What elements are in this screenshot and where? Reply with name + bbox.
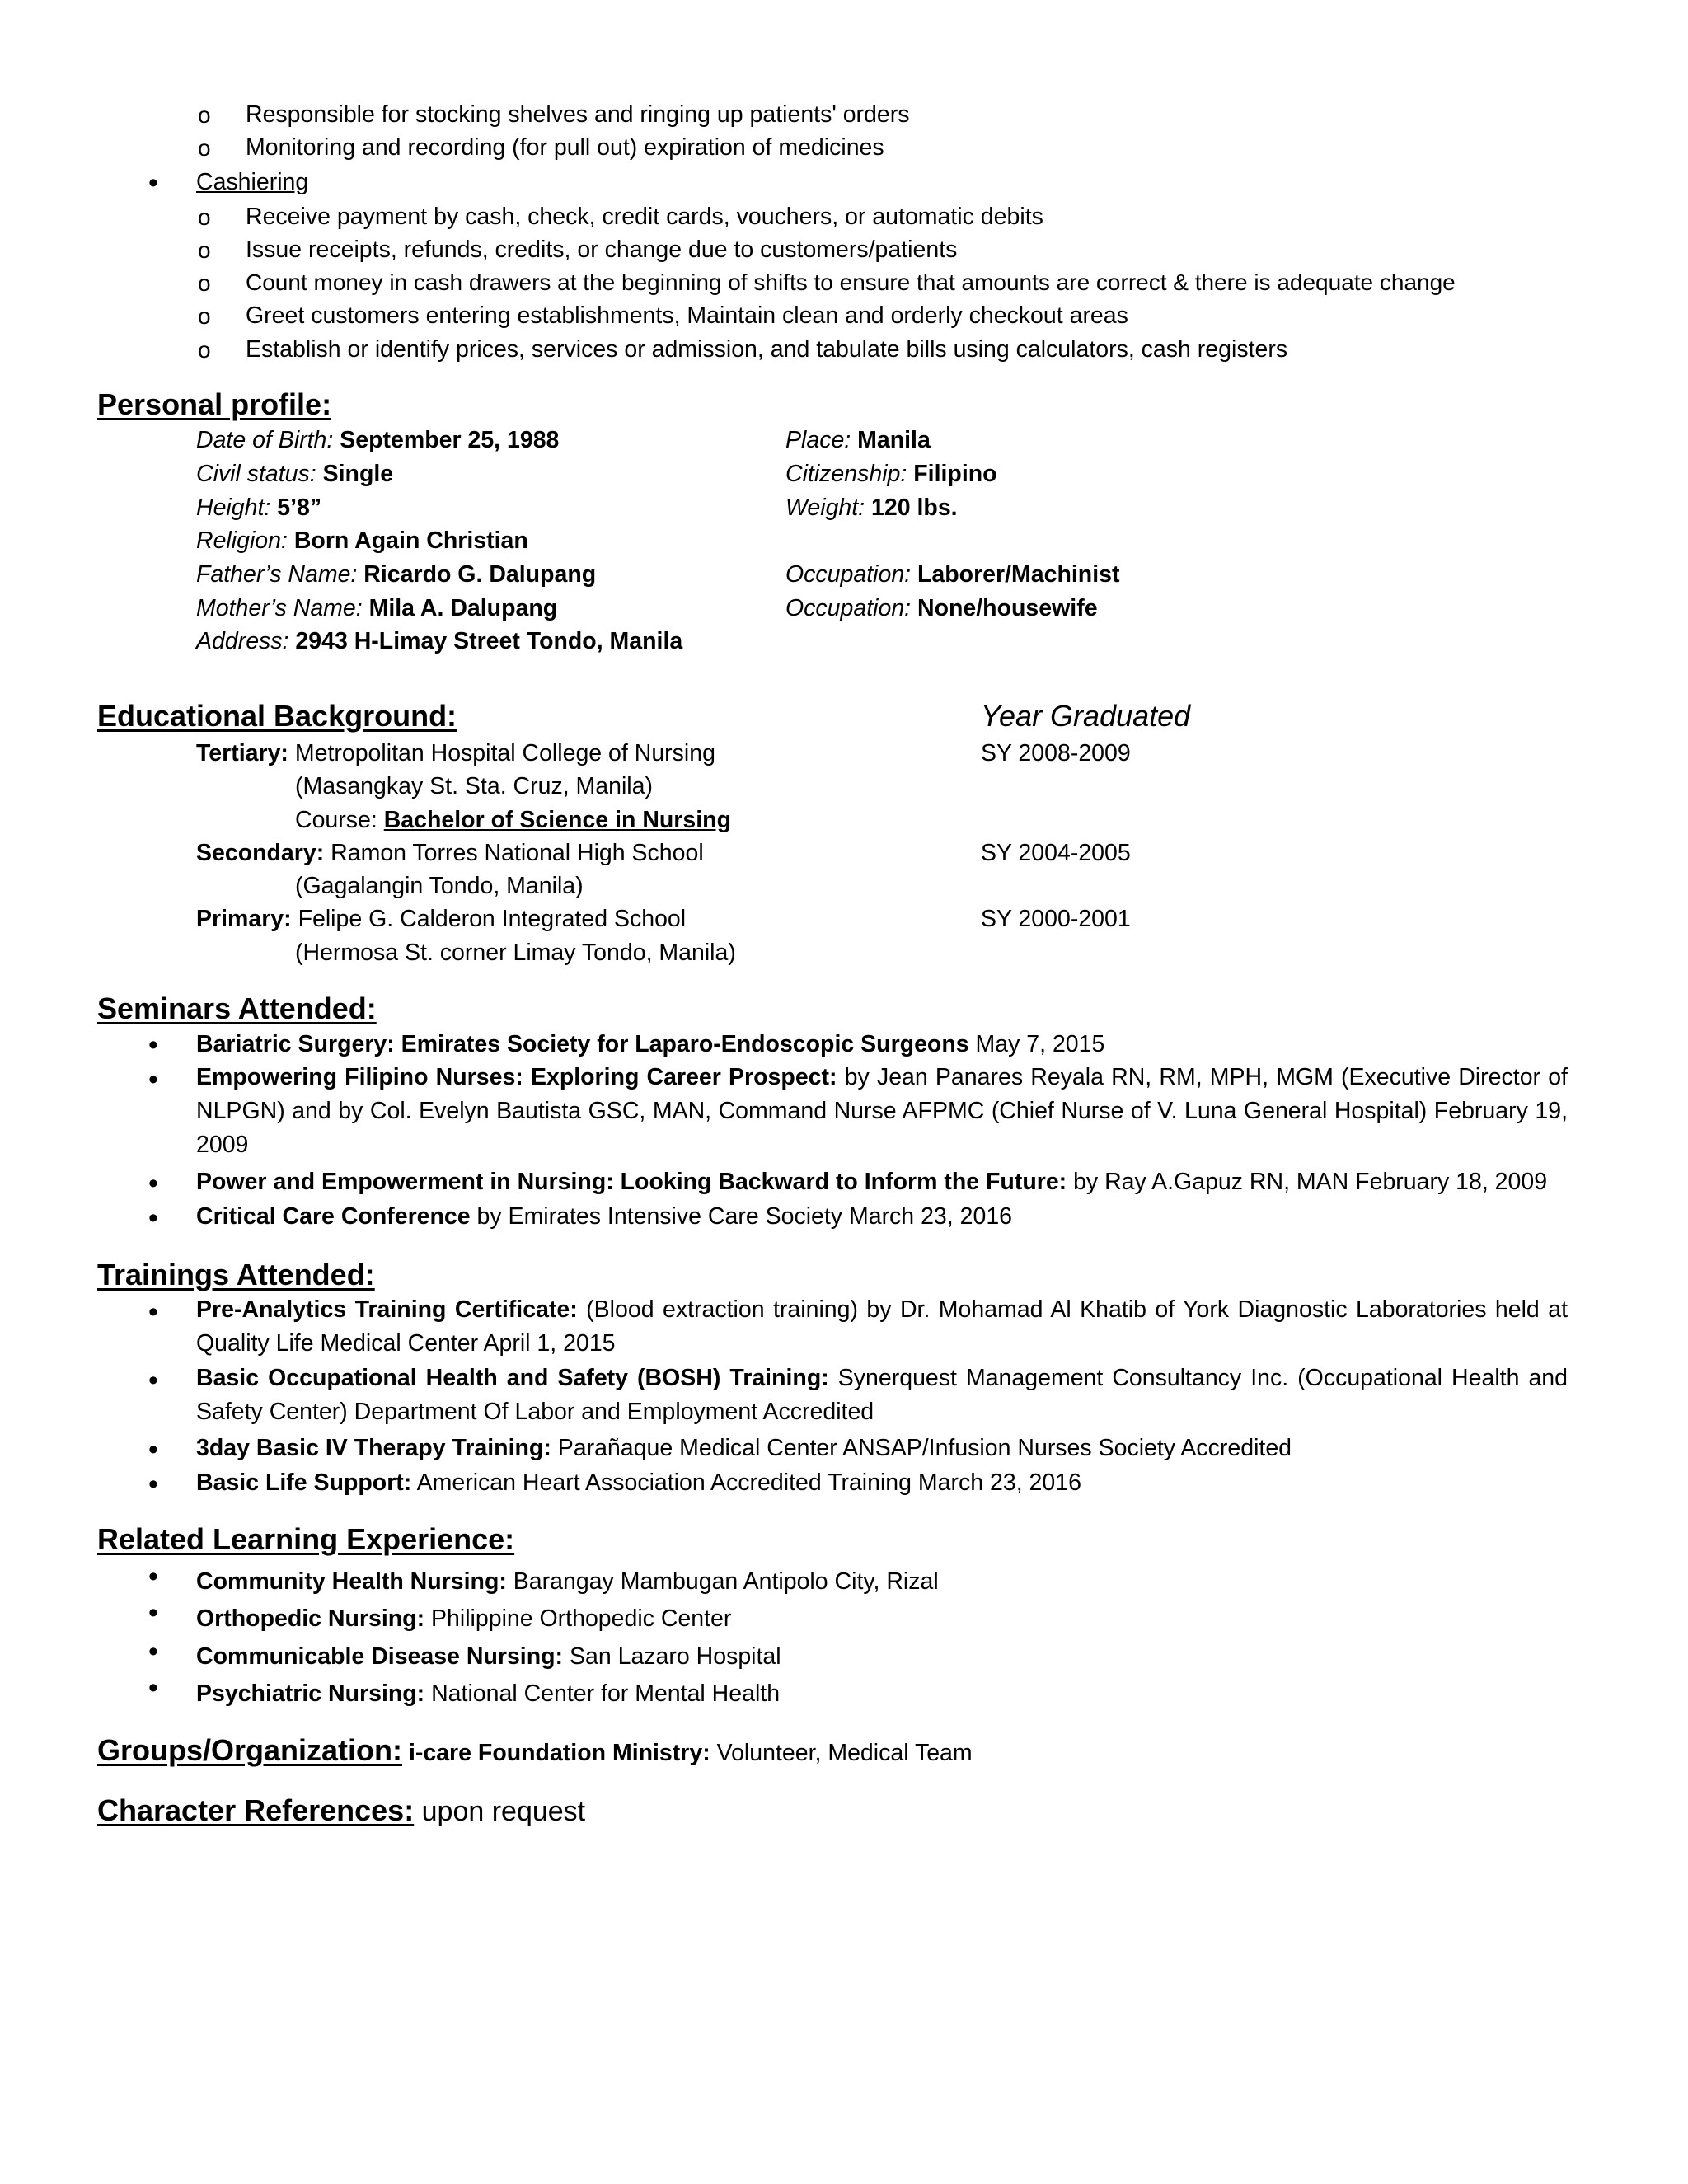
sub-bullet: o xyxy=(198,204,211,230)
bullet: • xyxy=(148,1365,158,1396)
training-item: Basic Occupational Health and Safety (BOSH) Training: Synerquest Management Consultancy Inc. (Occupational Health and Safety Center) Department Of Labor and Employment Accredited xyxy=(196,1365,1568,1425)
sub-bullet: o xyxy=(198,135,211,161)
bullet: • xyxy=(148,167,158,199)
section-heading-personal: Personal profile: xyxy=(97,387,332,421)
section-heading-seminars: Seminars Attended: xyxy=(97,991,377,1025)
bullet: • xyxy=(148,1029,158,1061)
list-item: Greet customers entering establishments, Maintain clean and orderly checkout areas xyxy=(246,302,1128,329)
section-heading-trainings: Trainings Attended: xyxy=(97,1258,375,1291)
sub-bullet: o xyxy=(198,102,211,128)
bullet: • xyxy=(148,1296,158,1328)
section-heading-groups: Groups/Organization: xyxy=(97,1733,403,1767)
bullet: • xyxy=(148,1561,158,1592)
profile-civil-status: Civil status: Single xyxy=(196,461,394,487)
profile-address: Address: 2943 H-Limay Street Tondo, Manila xyxy=(196,628,683,654)
bullet: • xyxy=(148,1597,158,1629)
profile-citizenship: Citizenship: Filipino xyxy=(785,461,997,487)
sub-bullet: o xyxy=(198,270,211,296)
references-line: Character References: upon request xyxy=(97,1793,586,1827)
list-item: Receive payment by cash, check, credit cards, vouchers, or automatic debits xyxy=(246,204,1043,230)
learning-item: Orthopedic Nursing: Philippine Orthopedic Center xyxy=(196,1605,732,1632)
bullet: • xyxy=(148,1636,158,1667)
groups-line: Groups/Organization: i-care Foundation Ministry: Volunteer, Medical Team xyxy=(97,1733,973,1767)
seminar-item: Critical Care Conference by Emirates Intensive Care Society March 23, 2016 xyxy=(196,1203,1013,1230)
edu-secondary: Secondary: Ramon Torres National High School xyxy=(196,840,704,866)
sub-bullet: o xyxy=(198,303,211,329)
edu-course: Course: Bachelor of Science in Nursing xyxy=(295,807,731,833)
training-item: Basic Life Support: American Heart Association Accredited Training March 23, 2016 xyxy=(196,1469,1081,1496)
learning-item: Communicable Disease Nursing: San Lazaro Hospital xyxy=(196,1643,781,1670)
edu-tertiary-year: SY 2008-2009 xyxy=(981,740,1131,766)
bullet: • xyxy=(148,1469,158,1500)
profile-father-occupation: Occupation: Laborer/Machinist xyxy=(785,561,1120,588)
bullet: • xyxy=(148,1434,158,1465)
training-item: Pre-Analytics Training Certificate: (Blood extraction training) by Dr. Mohamad Al Khatib of York Diagnostic Laboratories held at Quality Life Medical Center April 1, 2015 xyxy=(196,1296,1568,1357)
learning-item: Community Health Nursing: Barangay Mambugan Antipolo City, Rizal xyxy=(196,1568,939,1595)
profile-father: Father’s Name: Ricardo G. Dalupang xyxy=(196,561,597,588)
edu-secondary-year: SY 2004-2005 xyxy=(981,840,1131,866)
seminar-item: Bariatric Surgery: Emirates Society for Laparo-Endoscopic Surgeons May 7, 2015 xyxy=(196,1031,1105,1057)
edu-primary-year: SY 2000-2001 xyxy=(981,906,1131,932)
bullet: • xyxy=(148,1168,158,1199)
sub-bullet: o xyxy=(198,237,211,263)
section-heading-learning: Related Learning Experience: xyxy=(97,1522,515,1556)
section-heading-education: Educational Background: xyxy=(97,699,457,733)
learning-item: Psychiatric Nursing: National Center for Mental Health xyxy=(196,1680,781,1707)
edu-tertiary-address: (Masangkay St. Sta. Cruz, Manila) xyxy=(295,773,653,799)
profile-weight: Weight: 120 lbs. xyxy=(785,494,958,521)
profile-mother-occupation: Occupation: None/housewife xyxy=(785,595,1098,621)
profile-height: Height: 5’8” xyxy=(196,494,322,521)
edu-secondary-address: (Gagalangin Tondo, Manila) xyxy=(295,873,584,899)
cashiering-label: Cashiering xyxy=(196,169,309,195)
seminar-item: Empowering Filipino Nurses: Exploring Career Prospect: by Jean Panares Reyala RN, RM, MPH, MGM (Executive Director of NLPGN) and by Col. Evelyn Bautista GSC, MAN, Command Nurse AFPMC (Chief Nurse of V. Luna General Hospital) February 19, 2009 xyxy=(196,1064,1568,1158)
profile-dob: Date of Birth: September 25, 1988 xyxy=(196,427,560,453)
list-item: Issue receipts, refunds, credits, or change due to customers/patients xyxy=(246,237,958,263)
list-item: Monitoring and recording (for pull out) expiration of medicines xyxy=(246,134,884,161)
profile-mother: Mother’s Name: Mila A. Dalupang xyxy=(196,595,558,621)
edu-primary-address: (Hermosa St. corner Limay Tondo, Manila) xyxy=(295,940,736,966)
profile-place: Place: Manila xyxy=(785,427,931,453)
section-heading-references: Character References: xyxy=(97,1793,415,1827)
edu-primary: Primary: Felipe G. Calderon Integrated School xyxy=(196,906,687,932)
edu-tertiary: Tertiary: Metropolitan Hospital College of Nursing xyxy=(196,740,715,766)
sub-bullet: o xyxy=(198,337,211,363)
year-graduated-heading: Year Graduated xyxy=(981,699,1191,733)
list-item: Establish or identify prices, services or admission, and tabulate bills using calculators, cash registers xyxy=(246,336,1288,363)
bullet: • xyxy=(148,1064,158,1095)
list-item: Responsible for stocking shelves and ringing up patients' orders xyxy=(246,101,910,128)
bullet: • xyxy=(148,1202,158,1234)
list-item: Count money in cash drawers at the beginning of shifts to ensure that amounts are correct & there is adequate change xyxy=(246,269,1456,295)
training-item: 3day Basic IV Therapy Training: Parañaque Medical Center ANSAP/Infusion Nurses Society Accredited xyxy=(196,1435,1292,1461)
bullet: • xyxy=(148,1672,158,1704)
seminar-item: Power and Empowerment in Nursing: Looking Backward to Inform the Future: by Ray A.Gapuz RN, MAN February 18, 2009 xyxy=(196,1169,1548,1195)
profile-religion: Religion: Born Again Christian xyxy=(196,527,528,554)
